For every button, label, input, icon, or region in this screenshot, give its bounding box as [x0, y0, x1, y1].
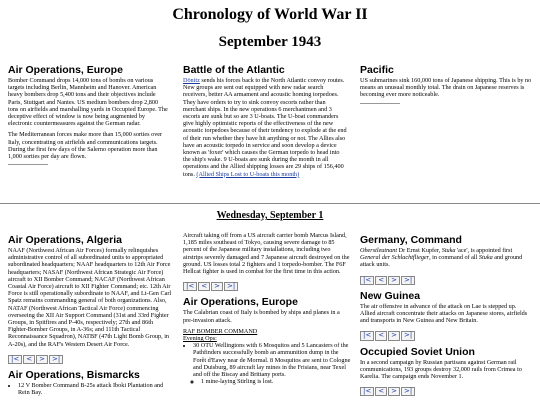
section-day-col2	[183, 232, 351, 385]
section-paragraph: Oberstleutnant Dr Ernst Kupfer, Stuka 'ace', is appointed first General der Schlachtflieger, in command of all Stuka and ground attack units.	[360, 247, 523, 269]
event-list	[183, 342, 351, 378]
nav-last-button[interactable]: >|	[49, 355, 63, 364]
event-sublist	[183, 378, 351, 385]
nav-first-button[interactable]: |<	[183, 282, 197, 291]
section-heading: Battle of the Atlantic	[183, 64, 285, 76]
section-day-col1	[8, 234, 172, 396]
section-heading: Air Operations, Algeria	[8, 234, 122, 246]
section-pacific	[360, 64, 532, 104]
section-heading: Air Operations, Europe	[8, 64, 123, 76]
nav-prev-button[interactable]: <	[375, 387, 387, 396]
evening-ops-label: Evening Ops:	[183, 335, 217, 343]
nav-first-button[interactable]: |<	[360, 331, 374, 340]
list-item: ◦ 1 mine-laying Stirling is lost.	[201, 378, 351, 385]
nav-last-button[interactable]: >|	[401, 276, 415, 285]
nav-prev-button[interactable]: <	[23, 355, 35, 364]
section-paragraph: The Mediterranean forces make more than 15,000 sorties over Italy, concentrating on airfields and communications targets. During the first few days of the Salerno operation more than 1,000 sorties per day are flown.	[8, 131, 163, 161]
nav-last-button[interactable]: >|	[401, 387, 415, 396]
page-subtitle: September 1943	[218, 34, 322, 50]
section-paragraph: Aircraft taking off from a US aircraft carrier bomb Marcus Island, 1,185 miles southeast of Tokyo, causing severe damage to 85 percent of the Japanese military installations, including two airstrips severely damaged and 7 Japanese aircraft destroyed on the ground. US losses total 2 fighters and 1 torpedo-bomber. The F6F Hellcat fighter is used in combat for the first time in this action.	[183, 232, 350, 276]
nav-next-button[interactable]: >	[388, 276, 400, 285]
nav-first-button[interactable]: |<	[360, 276, 374, 285]
nav-next-button[interactable]: >	[211, 282, 223, 291]
section-day-col3	[360, 234, 532, 401]
nav-first-button[interactable]: |<	[8, 355, 22, 364]
entry-nav	[360, 276, 416, 285]
section-divider	[0, 203, 540, 204]
list-item: • 12 V Bomber Command B-25s attack Iboki Plantation and Rein Bay.	[18, 382, 172, 396]
list-item: • 30 OTU Wellingtons with 6 Mosquitos and 5 Lancasters of the Pathfinders successfully bomb an ammunition dump in the Forêt d'Eawy near de Mormal. 8 Mosquitos are sent to Cologne and Duisburg, 89 aircraft lay mines in the Frisians, near Texel and off the Biscay and Brittany ports.	[193, 342, 351, 378]
entry-nav	[8, 355, 64, 364]
section-battle-of-atlantic	[183, 64, 348, 182]
section-paragraph: Bomber Command drops 14,000 tons of bombs on various targets including Berlin, Mannheim and Hanover. American heavy bombers drop 5,400 tons and their objectives include Paris, Stuttgart and Nantes. US medium bombers drop 2,800 tons on airfields and marshalling yards in Occupied Europe. The deceptive effect of window is now being augmented by electronic countermeasures against the German radar.	[8, 77, 168, 128]
section-heading: New Guinea	[360, 289, 421, 302]
section-paragraph: US submarines sink 160,000 tons of Japanese shipping. This is by no means an unusual monthly total. The drain on Japanese reserves is becoming ever more noticeable.	[360, 77, 532, 99]
allied-ships-lost-link[interactable]: (Allied Ships Lost to U-boats this month)	[196, 170, 300, 178]
entry-nav	[360, 331, 416, 340]
nav-next-button[interactable]: >	[388, 387, 400, 396]
section-heading: Occupied Soviet Union	[360, 345, 475, 358]
section-heading: Pacific	[360, 64, 394, 76]
nav-next-button[interactable]: >	[388, 331, 400, 340]
event-list	[8, 382, 172, 396]
section-paragraph: The Calabrian coast of Italy is bombed by ships and planes in a pre-invasion attack.	[183, 309, 340, 324]
donitz-link[interactable]: Dönitz	[183, 77, 200, 84]
nav-first-button[interactable]: |<	[360, 387, 374, 396]
page-title: Chronology of World War II	[172, 6, 368, 23]
divider	[360, 103, 400, 104]
entry-nav	[360, 387, 416, 396]
nav-prev-button[interactable]: <	[375, 331, 387, 340]
nav-last-button[interactable]: >|	[401, 331, 415, 340]
section-paragraph: Dönitz sends his forces back to the North Atlantic convoy routes. New groups are sent out equipped with new radar search receivers, better AA armament and acoustic homing torpedoes. They have orders to try to sink convoy escorts rather than merchant ships. In the new operations 6 merchantmen and 3 escorts are sunk but so are 3 U-boats. The U-boat commanders give highly optimistic reports of the effectiveness of the new acoustic torpedoes because of their tendency to explode at the end of their run whether they have hit anything or not. The Allies also have an acoustic torpedo in service and soon develop a device known as 'foxer' which causes the German torpedo to head into the ship's wake. 9 U-boats are sunk during the month in all operations and the Allied shipping losses are 29 ships of 156,400 tons. (Allied Ships Lost to U-boats this month)	[183, 77, 347, 178]
nav-prev-button[interactable]: <	[198, 282, 210, 291]
section-paragraph: NAAF (Northwest African Air Forces) formally relinquishes administrative control of all subordinated units to appropriated subordinated headquarters; NAAF headquarters to 12th Air Force headquarters; NASAF (Northwest African Strategic Air Force) aircraft to XII Bomber Command; NACAF (Northwest African Coastal Air Force) aircraft to XII Fighter Command; etc. 12th Air Force is still operationally subordinate to NAAF, and Lt-Gen Carl Spatz remains commanding general of both organizations. Also, NATAF (Northwest African Tactical Air Force) commencing overseeing the XII Air Support Command (31st and 33rd Fighter Groups, in Spitfires and P-40s, respectively; 27th and 86th Fighter-Bomber Groups, in A-36s; and 111th Tactical Reconnaissance Squadron), NATBF (47th Light Bomb Group, in A-20s), and the RAF's Western Desert Air Force.	[8, 247, 172, 348]
raf-label: RAF BOMBER COMMAND	[183, 327, 258, 335]
section-heading: Air Operations, Europe	[183, 296, 298, 309]
nav-prev-button[interactable]: <	[375, 276, 387, 285]
section-heading: Germany, Command	[360, 234, 462, 246]
section-air-ops-europe-top	[8, 64, 168, 165]
entry-nav	[183, 282, 239, 291]
divider	[8, 164, 48, 165]
section-paragraph: The air offensive in advance of the attack on Lae is stepped up. Allied aircraft concentrate their attacks on Japanese stores, airfields and transports in New Guinea and New Britain.	[360, 302, 528, 325]
day-header: Wednesday, September 1	[216, 210, 324, 221]
nav-last-button[interactable]: >|	[224, 282, 238, 291]
section-heading: Air Operations, Bismarcks	[8, 369, 140, 382]
nav-next-button[interactable]: >	[36, 355, 48, 364]
section-paragraph: In a second campaign by Russian partisans against German rail communications, 193 groups destroy 32,000 rails from Crimea to Karelia. The campaign ends November 1.	[360, 358, 522, 381]
